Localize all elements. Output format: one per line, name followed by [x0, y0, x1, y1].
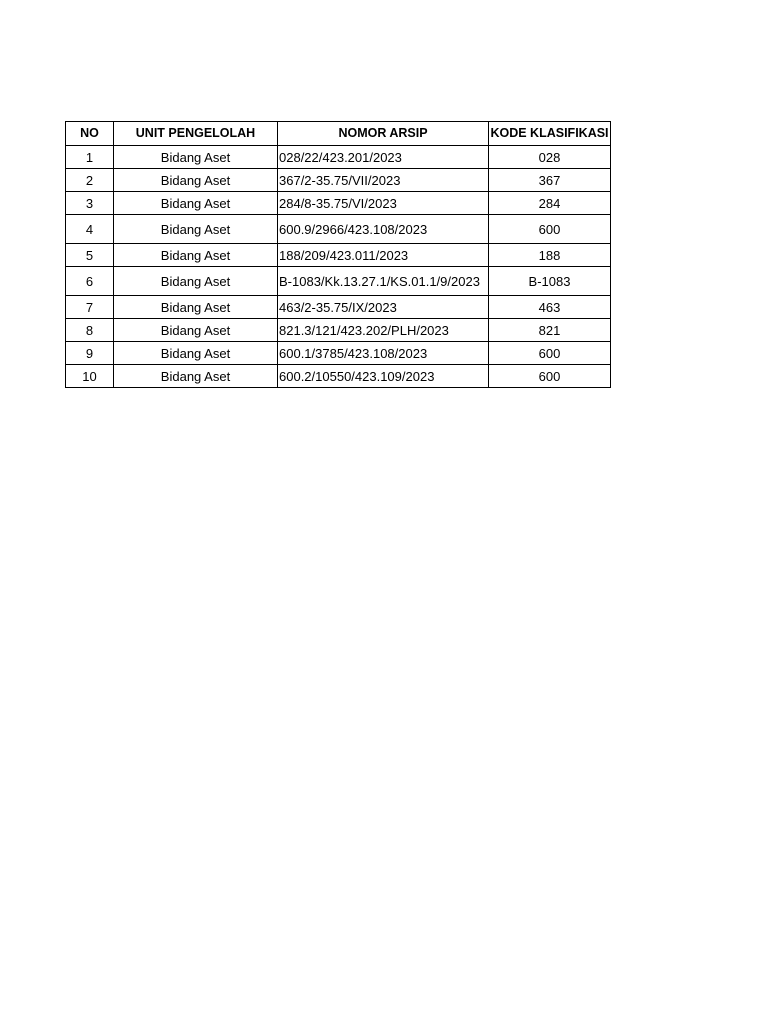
cell-nomor-arsip: 367/2-35.75/VII/2023: [278, 169, 489, 192]
table-row: [66, 244, 611, 267]
table-row: [66, 169, 611, 192]
cell-kode: 600: [489, 365, 611, 388]
archive-table-container: [65, 121, 611, 388]
cell-kode: 821: [489, 319, 611, 342]
cell-no: 1: [66, 146, 114, 169]
table-row: [66, 192, 611, 215]
cell-unit: Bidang Aset: [114, 146, 278, 169]
cell-no: 9: [66, 342, 114, 365]
cell-kode: 600: [489, 342, 611, 365]
cell-no: 10: [66, 365, 114, 388]
cell-no: 5: [66, 244, 114, 267]
header-unit-pengelolah: UNIT PENGELOLAH: [114, 122, 278, 146]
cell-unit: Bidang Aset: [114, 319, 278, 342]
cell-unit: Bidang Aset: [114, 267, 278, 296]
cell-nomor-arsip: 284/8-35.75/VI/2023: [278, 192, 489, 215]
cell-nomor-arsip: 463/2-35.75/IX/2023: [278, 296, 489, 319]
cell-kode: 600: [489, 215, 611, 244]
cell-nomor-arsip: 821.3/121/423.202/PLH/2023: [278, 319, 489, 342]
cell-unit: Bidang Aset: [114, 169, 278, 192]
table-header-row: [66, 122, 611, 146]
cell-nomor-arsip: 188/209/423.011/2023: [278, 244, 489, 267]
cell-nomor-arsip: B-1083/Kk.13.27.1/KS.01.1/9/2023: [278, 267, 489, 296]
cell-nomor-arsip: 600.2/10550/423.109/2023: [278, 365, 489, 388]
cell-kode: 367: [489, 169, 611, 192]
cell-kode: 284: [489, 192, 611, 215]
cell-kode: B-1083: [489, 267, 611, 296]
header-no: NO: [66, 122, 114, 146]
table-row: [66, 342, 611, 365]
cell-unit: Bidang Aset: [114, 342, 278, 365]
table-row: [66, 365, 611, 388]
cell-unit: Bidang Aset: [114, 296, 278, 319]
header-kode-klasifikasi: KODE KLASIFIKASI: [489, 122, 611, 146]
cell-kode: 028: [489, 146, 611, 169]
table-row: [66, 267, 611, 296]
cell-no: 2: [66, 169, 114, 192]
cell-no: 6: [66, 267, 114, 296]
cell-unit: Bidang Aset: [114, 192, 278, 215]
cell-nomor-arsip: 028/22/423.201/2023: [278, 146, 489, 169]
cell-unit: Bidang Aset: [114, 244, 278, 267]
cell-no: 7: [66, 296, 114, 319]
cell-no: 8: [66, 319, 114, 342]
cell-unit: Bidang Aset: [114, 215, 278, 244]
cell-kode: 463: [489, 296, 611, 319]
archive-table: [65, 121, 611, 388]
table-row: [66, 296, 611, 319]
table-row: [66, 215, 611, 244]
cell-no: 4: [66, 215, 114, 244]
table-row: [66, 146, 611, 169]
cell-kode: 188: [489, 244, 611, 267]
cell-nomor-arsip: 600.9/2966/423.108/2023: [278, 215, 489, 244]
cell-no: 3: [66, 192, 114, 215]
cell-unit: Bidang Aset: [114, 365, 278, 388]
table-row: [66, 319, 611, 342]
header-nomor-arsip: NOMOR ARSIP: [278, 122, 489, 146]
cell-nomor-arsip: 600.1/3785/423.108/2023: [278, 342, 489, 365]
